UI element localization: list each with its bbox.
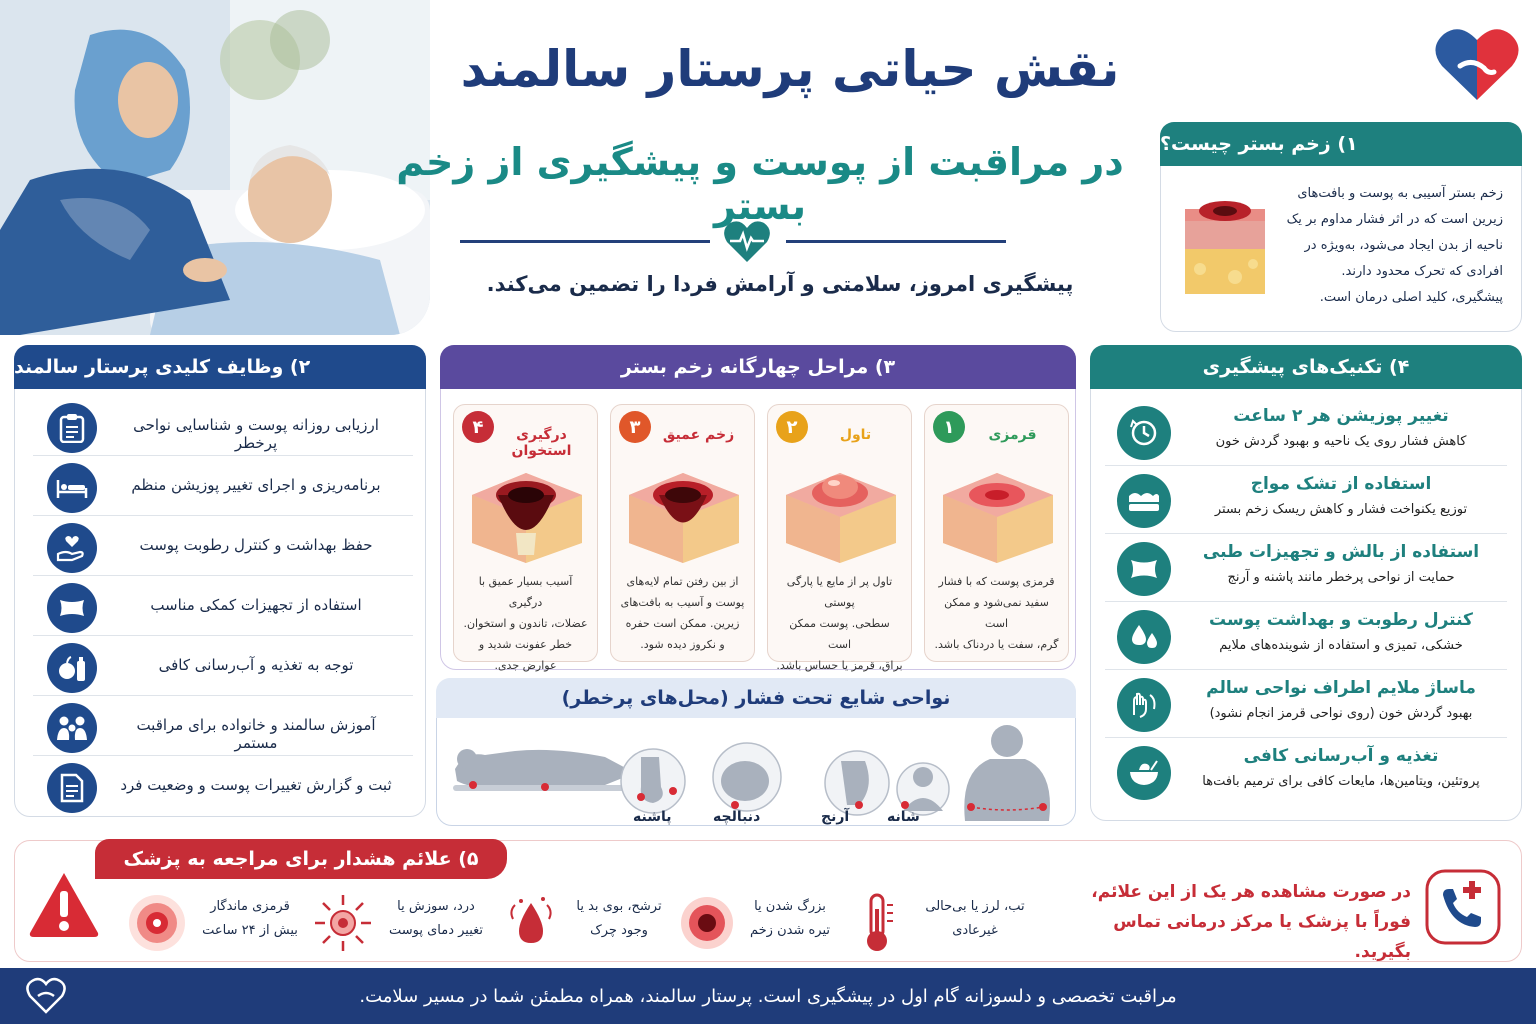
alert-line: فوراً با پزشک یا مرکز درمانی تماس بگیرید. (1113, 912, 1411, 962)
stage-number: ۲ (776, 411, 808, 443)
duty-item (33, 758, 413, 816)
section1-text (1278, 181, 1503, 311)
family-icon (47, 703, 97, 753)
warning-text (920, 895, 1030, 943)
redness-wound-icon (935, 455, 1060, 565)
blister-wound-icon (778, 455, 903, 565)
alert-message (1071, 877, 1411, 967)
warning-line: ترشح، بوی بد یا (576, 899, 662, 914)
technique-desc: حمایت از نواحی پرخطر مانند پاشنه و آرنج (1227, 570, 1455, 585)
section1-title: ۱) زخم بستر چیست؟ (1160, 122, 1522, 166)
section1-line: زیرین است که در اثر فشار مداوم بر یک (1286, 212, 1503, 227)
clock-arrows-icon (1117, 406, 1171, 460)
warning-item (675, 891, 845, 957)
warning-item (125, 891, 305, 957)
duty-item (33, 458, 413, 516)
duty-label: برنامه‌ریزی و اجرای تغییر پوزیشن منظم (131, 476, 381, 494)
duty-item (33, 698, 413, 756)
warning-line: تب، لرز یا بی‌حالی (925, 899, 1025, 914)
duty-label: حفظ بهداشت و کنترل رطوبت پوست (139, 536, 373, 554)
duty-label: توجه به تغذیه و آب‌رسانی کافی (158, 656, 354, 674)
technique-title: استفاده از بالش و تجهیزات طبی (1202, 542, 1480, 562)
mattress-icon (1117, 474, 1171, 528)
label-heel: پاشنه (633, 809, 672, 825)
section-what-is-bedsore (1160, 122, 1522, 332)
page-subtitle: در مراقبت از پوست و پیشگیری از زخم بستر (396, 140, 1124, 228)
apple-bottle-icon (47, 643, 97, 693)
stage-desc-line: سفید نمی‌شود و ممکن است (944, 596, 1049, 630)
stage-name: درگیری استخوان (511, 427, 572, 459)
section-wound-stages (440, 345, 1076, 670)
stage-desc-line: سطحی. پوست ممکن است (789, 617, 890, 651)
warning-line: بزرگ شدن یا (754, 899, 826, 914)
stage-desc (462, 571, 589, 676)
duty-item (33, 578, 413, 636)
skin-layer-icon (1175, 189, 1275, 309)
tagline: پیشگیری امروز، سلامتی و آرامش فردا را تضمین می‌کند. (486, 272, 1074, 296)
stage-desc-line: قرمزی پوست که با فشار (938, 575, 1055, 588)
stage-card (767, 404, 912, 672)
section5-title: ۵) علائم هشدار برای مراجعه به پزشک (95, 839, 507, 879)
technique-item (1105, 670, 1507, 738)
deep-wound-icon (621, 455, 746, 565)
stage-card (924, 404, 1069, 662)
bed-icon (47, 463, 97, 513)
duty-item (33, 398, 413, 456)
technique-item (1105, 466, 1507, 534)
bowl-icon (1117, 746, 1171, 800)
divider-left (460, 240, 710, 243)
stage-desc-line: از بین رفتن تمام لایه‌های (626, 575, 739, 588)
warning-line: بیش از ۲۴ ساعت (202, 923, 298, 938)
warning-text (381, 895, 491, 943)
footer-text: مراقبت تخصصی و دلسوزانه گام اول در پیشگیری است. پرستار سالمند، همراه مطمئن شما در مسیر سلامت. (359, 985, 1177, 1007)
stage-card (453, 404, 598, 672)
duty-label: ارزیابی روزانه پوست و شناسایی نواحی پرخطر (133, 416, 379, 452)
stage-name: تاول (839, 427, 872, 443)
section1-line: پیشگیری، کلید اصلی درمان است. (1319, 290, 1503, 305)
dark-wound-icon (675, 891, 739, 955)
technique-item (1105, 738, 1507, 806)
stage-number: ۴ (462, 411, 494, 443)
footer (0, 968, 1536, 1024)
warning-text (735, 895, 845, 943)
stage-desc-line: پوست و آسیب به بافت‌های (620, 596, 745, 609)
section-pressure-areas (436, 678, 1076, 826)
section1-line: زخم بستر آسیبی به پوست و بافت‌های (1297, 186, 1503, 201)
stage-desc-line: خطر عفونت شدید و (478, 638, 573, 651)
section1-line: ناحیه از بدن ایجاد می‌شود، به‌ویژه در (1304, 238, 1503, 253)
bone-wound-icon (464, 455, 589, 565)
technique-desc: پروتئین، ویتامین‌ها، مایعات کافی برای ترمیم بافت‌ها (1202, 774, 1480, 789)
droplets-icon (1117, 610, 1171, 664)
footer-heart-hands-icon (24, 974, 68, 1018)
hand-heart-icon (47, 523, 97, 573)
clipboard-icon (47, 403, 97, 453)
thermometer-icon (845, 891, 909, 955)
document-icon (47, 763, 97, 813)
heart-pulse-icon (722, 216, 772, 266)
redness-icon (125, 891, 189, 955)
stage-desc-line: و نکروز دیده شود. (640, 638, 725, 651)
stage-number: ۱ (933, 411, 965, 443)
stage-desc (776, 571, 903, 676)
technique-item (1105, 534, 1507, 602)
warning-triangle-icon (27, 869, 101, 939)
stage-desc (619, 571, 746, 655)
section-warning-signs (14, 840, 1522, 962)
phone-medical-icon (1423, 867, 1503, 947)
technique-item (1105, 602, 1507, 670)
nurse-patient-photo (0, 0, 430, 335)
stage-desc-line: براق، قرمز یا حساس باشد. (776, 659, 903, 672)
warning-line: وجود چرک (590, 923, 648, 938)
pressure-title: نواحی شایع تحت فشار (محل‌های پرخطر) (436, 678, 1076, 718)
duty-label: استفاده از تجهیزات کمکی مناسب (150, 596, 362, 614)
technique-title: کنترل رطوبت و بهداشت پوست (1209, 610, 1473, 630)
technique-desc: کاهش فشار روی یک ناحیه و بهبود گردش خون (1215, 434, 1467, 449)
warning-text (195, 895, 305, 943)
stage-number: ۳ (619, 411, 651, 443)
pillow-icon (1117, 542, 1171, 596)
section2-title: ۲) وظایف کلیدی پرستار سالمند (14, 345, 426, 389)
divider-right (786, 240, 1006, 243)
technique-title: تغییر پوزیشن هر ۲ ساعت (1233, 406, 1449, 426)
section3-title: ۳) مراحل چهارگانه زخم بستر (440, 345, 1076, 389)
technique-desc: بهبود گردش خون (روی نواحی قرمز انجام نشود) (1209, 706, 1473, 721)
duty-item (33, 638, 413, 696)
section1-line: افرادی که تحرک محدود دارند. (1341, 264, 1503, 279)
stage-card (610, 404, 755, 662)
massage-hands-icon (1117, 678, 1171, 732)
technique-title: ماساژ ملایم اطراف نواحی سالم (1206, 678, 1476, 698)
duty-item (33, 518, 413, 576)
brand-logo (1432, 22, 1522, 106)
pain-burst-icon (311, 891, 375, 955)
stage-desc-line: عضلات، تاندون و استخوان. (463, 617, 588, 630)
stage-name: قرمزی (988, 427, 1037, 443)
warning-line: غیرعادی (952, 923, 998, 938)
stage-desc-line: گرم، سفت یا دردناک باشد. (934, 638, 1059, 651)
technique-item (1105, 398, 1507, 466)
stage-desc-line: تاول پر از مایع یا پارگی پوستی (786, 575, 893, 609)
page-title: نقش حیاتی پرستار سالمند (460, 40, 1120, 98)
stage-desc-line: آسیب بسیار عمیق با درگیری (478, 575, 573, 609)
pillow-icon (47, 583, 97, 633)
technique-title: تغذیه و آب‌رسانی کافی (1243, 746, 1439, 766)
label-shoulder: شانه (887, 809, 920, 825)
discharge-drop-icon (499, 891, 563, 955)
stage-desc-line: زیرین. ممکن است حفره (625, 617, 740, 630)
section-nurse-duties (14, 345, 426, 817)
warning-line: تیره شدن زخم (749, 923, 831, 938)
section4-title: ۴) تکنیک‌های پیشگیری (1090, 345, 1522, 389)
stage-desc (933, 571, 1060, 655)
technique-desc: توزیع یکنواخت فشار و کاهش ریسک زخم بستر (1214, 502, 1468, 517)
body-pressure-diagram (445, 721, 1069, 823)
warning-item (845, 891, 1030, 957)
technique-title: استفاده از تشک مواج (1250, 474, 1432, 494)
label-elbow: آرنج (821, 809, 850, 825)
alert-line: در صورت مشاهده هر یک از این علائم، (1091, 882, 1411, 902)
warning-line: درد، سوزش یا (397, 899, 475, 914)
label-tailbone: دنبالچه (713, 809, 761, 825)
section-prevention-techniques (1090, 345, 1522, 821)
stage-desc-line: عوارض جدی. (494, 659, 557, 672)
warning-text (564, 895, 674, 943)
warning-line: قرمزی ماندگار (210, 899, 290, 914)
technique-desc: خشکی، تمیزی و استفاده از شوینده‌های ملایم (1219, 638, 1463, 653)
warning-item (499, 891, 674, 957)
warning-item (311, 891, 491, 957)
duty-label: ثبت و گزارش تغییرات پوست و وضعیت فرد (120, 776, 392, 794)
duty-label: آموزش سالمند و خانواده برای مراقبت مستمر (136, 716, 376, 752)
stage-name: زخم عمیق (662, 427, 735, 443)
warning-line: تغییر دمای پوست (388, 923, 484, 938)
